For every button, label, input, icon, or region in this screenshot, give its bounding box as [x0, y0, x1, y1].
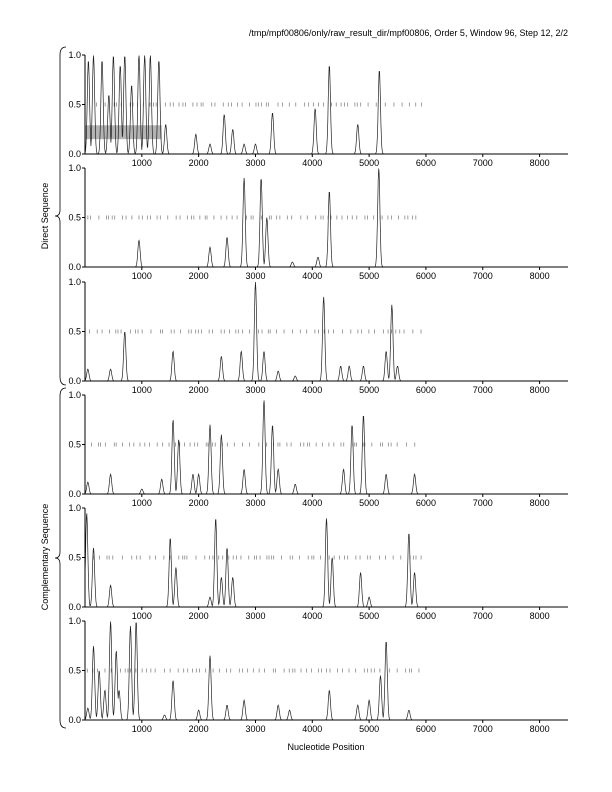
y-tick-label: 1.0: [68, 616, 81, 626]
x-tick-label: 8000: [529, 385, 550, 395]
y-tick-label: 0.5: [68, 439, 81, 450]
y-tick-label: 0.5: [68, 552, 81, 563]
panel-direct-3: [68, 277, 568, 395]
x-tick-label: 7000: [472, 271, 493, 281]
x-tick-label: 4000: [302, 385, 323, 395]
x-tick-label: 5000: [359, 724, 380, 734]
x-tick-label: 6000: [415, 611, 436, 621]
y-tick-label: 1.0: [68, 163, 81, 173]
y-tick-label: 0.5: [68, 665, 81, 676]
y-tick-label: 0.5: [68, 212, 81, 223]
x-tick-label: 1000: [131, 724, 152, 734]
x-tick-label: 2000: [188, 271, 209, 281]
x-tick-label: 3000: [245, 158, 266, 168]
x-tick-label: 7000: [472, 498, 493, 508]
y-tick-label: 0.5: [68, 326, 81, 337]
x-tick-label: 2000: [188, 611, 209, 621]
panel-direct-1: [68, 50, 568, 168]
x-tick-label: 8000: [529, 158, 550, 168]
bracket-complementary: [55, 388, 66, 728]
x-tick-label: 1000: [131, 385, 152, 395]
x-axis-label: Nucleotide Position: [287, 742, 365, 752]
x-tick-label: 8000: [529, 498, 550, 508]
y-tick-label: 0.5: [68, 99, 81, 110]
series-line: [85, 513, 568, 607]
panels: [68, 50, 568, 734]
series-line: [85, 282, 568, 381]
x-tick-label: 6000: [415, 498, 436, 508]
x-tick-label: 2000: [188, 158, 209, 168]
x-tick-label: 6000: [415, 158, 436, 168]
x-tick-label: 5000: [359, 158, 380, 168]
x-tick-label: 7000: [472, 724, 493, 734]
series-line: [85, 400, 568, 494]
x-tick-label: 8000: [529, 271, 550, 281]
x-tick-label: 6000: [415, 385, 436, 395]
panel-comp-2: [68, 503, 568, 621]
x-tick-label: 2000: [188, 724, 209, 734]
x-tick-label: 2000: [188, 498, 209, 508]
panel-comp-3: [68, 616, 568, 734]
group-label-complementary: Complementary Sequence: [40, 503, 50, 611]
group-label-direct: Direct Sequence: [40, 182, 50, 250]
figure-header: /tmp/mpf00806/only/raw_result_dir/mpf00806, Order 5, Window 96, Step 12, 2/2: [248, 28, 568, 38]
bracket-direct: [55, 47, 66, 385]
x-tick-label: 5000: [359, 611, 380, 621]
y-tick-label: 0.0: [68, 489, 81, 499]
x-tick-label: 6000: [415, 724, 436, 734]
x-tick-label: 5000: [359, 385, 380, 395]
x-tick-label: 7000: [472, 611, 493, 621]
group-brackets: [55, 47, 66, 728]
x-tick-label: 3000: [245, 611, 266, 621]
series-line: [85, 56, 568, 155]
x-tick-label: 2000: [188, 385, 209, 395]
panel-comp-1: [68, 390, 568, 508]
x-tick-label: 1000: [131, 158, 152, 168]
y-tick-label: 0.0: [68, 376, 81, 386]
x-tick-label: 4000: [302, 158, 323, 168]
x-tick-label: 3000: [245, 724, 266, 734]
x-tick-label: 1000: [131, 611, 152, 621]
x-tick-label: 3000: [245, 498, 266, 508]
x-tick-label: 4000: [302, 724, 323, 734]
x-tick-label: 7000: [472, 158, 493, 168]
x-tick-label: 1000: [131, 498, 152, 508]
x-tick-label: 3000: [245, 385, 266, 395]
y-tick-label: 1.0: [68, 50, 81, 60]
x-tick-label: 7000: [472, 385, 493, 395]
x-tick-label: 6000: [415, 271, 436, 281]
x-tick-label: 4000: [302, 611, 323, 621]
highlight-region: [85, 125, 162, 139]
y-tick-label: 0.0: [68, 602, 81, 612]
x-tick-label: 5000: [359, 271, 380, 281]
panel-direct-2: [68, 163, 568, 281]
y-tick-label: 0.0: [68, 149, 81, 159]
x-tick-label: 1000: [131, 271, 152, 281]
x-tick-label: 4000: [302, 498, 323, 508]
x-tick-label: 4000: [302, 271, 323, 281]
y-tick-label: 0.0: [68, 262, 81, 272]
x-tick-label: 5000: [359, 498, 380, 508]
x-tick-label: 8000: [529, 611, 550, 621]
x-tick-label: 3000: [245, 271, 266, 281]
y-tick-label: 1.0: [68, 503, 81, 513]
x-tick-label: 8000: [529, 724, 550, 734]
y-tick-label: 1.0: [68, 390, 81, 400]
y-tick-label: 0.0: [68, 715, 81, 725]
y-tick-label: 1.0: [68, 277, 81, 287]
